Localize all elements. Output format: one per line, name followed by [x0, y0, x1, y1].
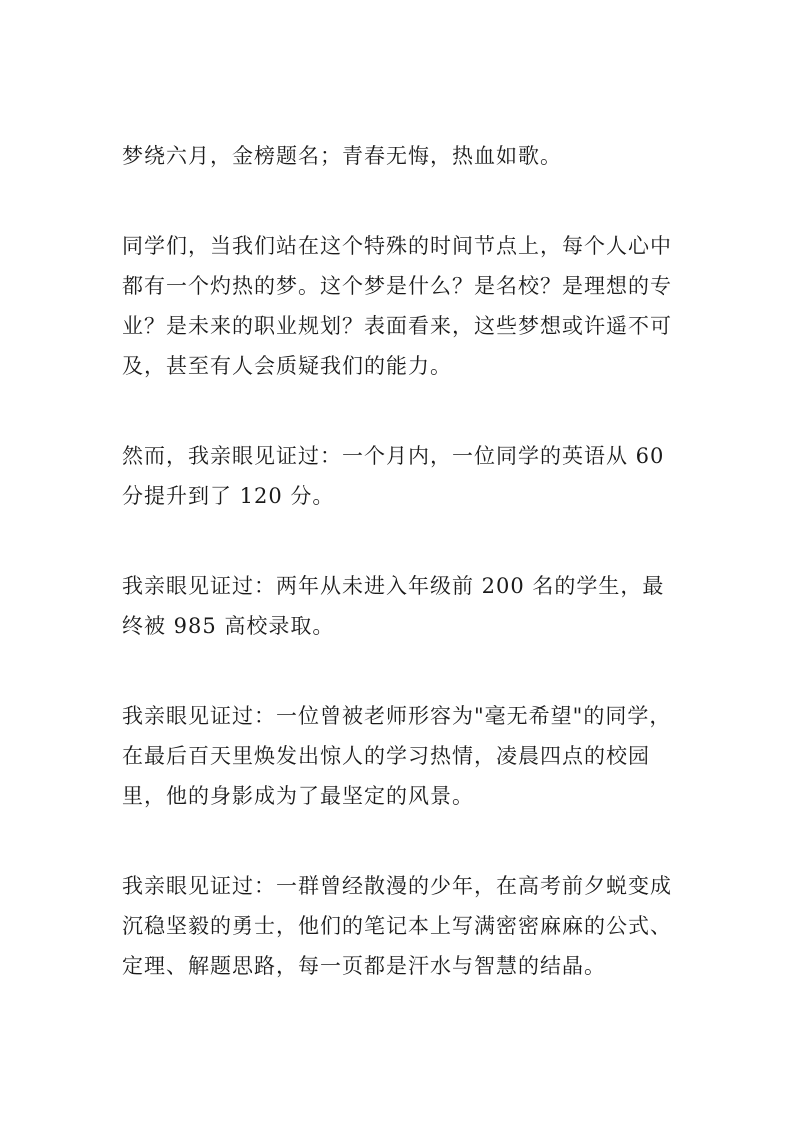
paragraph-witness-english: 然而，我亲眼见证过：一个月内，一位同学的英语从 60 分提升到了 120 分。: [122, 444, 665, 508]
paragraph-witness-hundred-days: 我亲眼见证过：一位曾被老师形容为"毫无希望"的同学，在最后百天里焕发出惊人的学习热情，凌晨四点的校园里，他的身影成为了最坚定的风景。: [122, 704, 672, 808]
paragraph-witness-warriors: 我亲眼见证过：一群曾经散漫的少年，在高考前夕蜕变成沉稳坚毅的勇士，他们的笔记本上写满密密麻麻的公式、定理、解题思路，每一页都是汗水与智慧的结晶。: [122, 874, 672, 978]
paragraph-intro: 梦绕六月，金榜题名；青春无悔，热血如歌。: [122, 144, 562, 168]
document-page: [122, 136, 682, 1036]
paragraph-witness-985: 我亲眼见证过：两年从未进入年级前 200 名的学生，最终被 985 高校录取。: [122, 574, 665, 638]
paragraph-dream: 同学们，当我们站在这个特殊的时间节点上，每个人心中都有一个灼热的梦。这个梦是什么？是名校？是理想的专业？是未来的职业规划？表面看来，这些梦想或许遥不可及，甚至有人会质疑我们的能力。: [122, 234, 672, 378]
